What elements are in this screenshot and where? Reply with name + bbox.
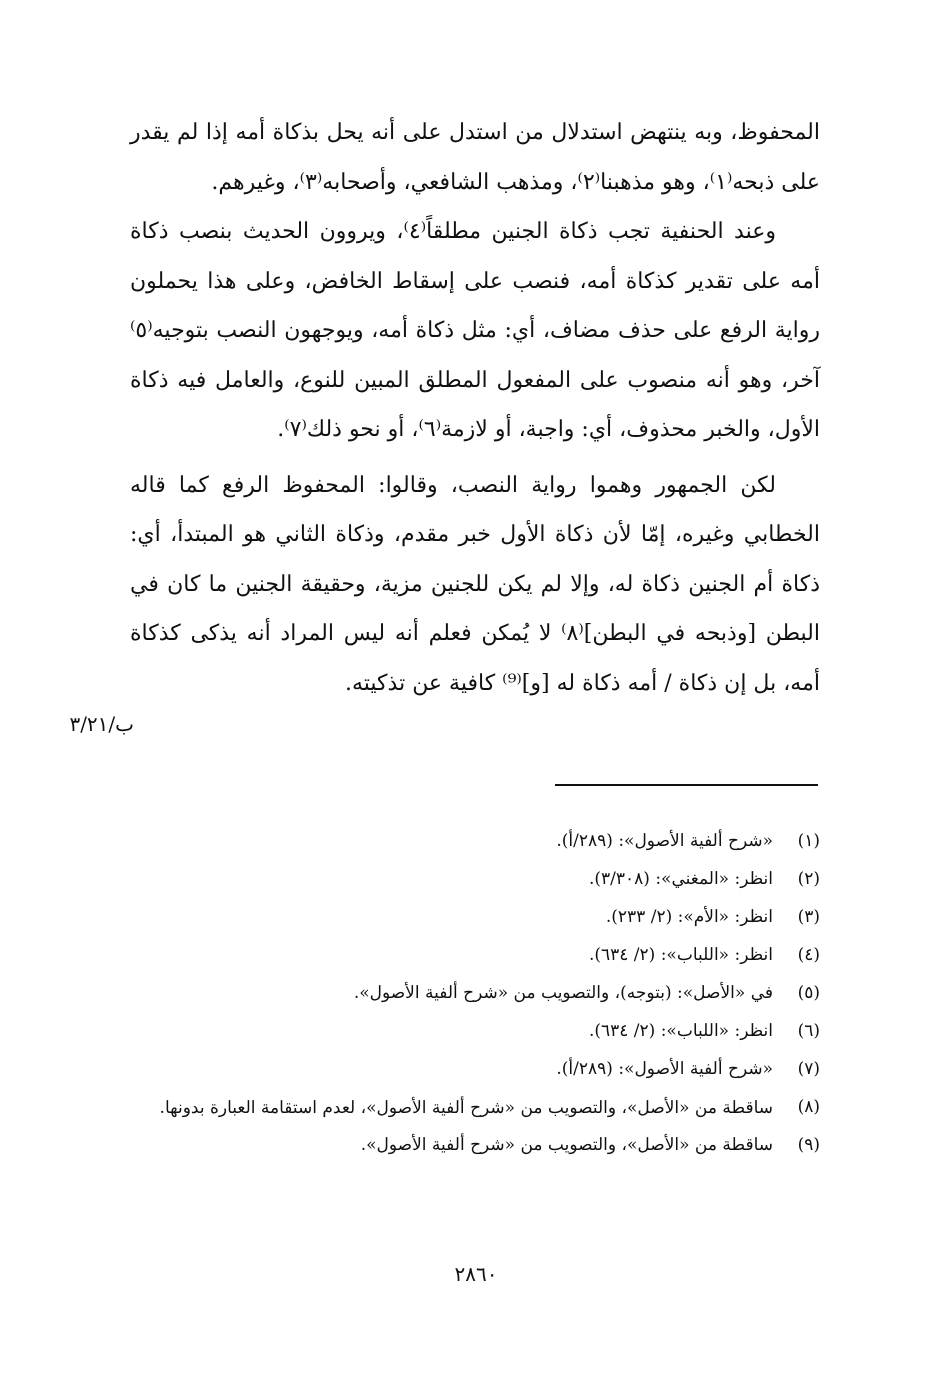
footnote-text: انظر: «المغني»: (٣/٣٠٨). xyxy=(588,869,773,889)
footnote-text: ساقطة من «الأصل»، والتصويب من «شرح ألفية الأصول». xyxy=(360,1135,773,1155)
footnote-text: «شرح ألفية الأصول»: (٢٨٩/أ). xyxy=(556,831,773,851)
paragraph-3: لكن الجمهور وهموا رواية النصب، وقالوا: المحفوظ الرفع كما قاله الخطابي وغيره، إمّا لأن ذكاة الأول خبر مقدم، وذكاة الثاني هو المبتدأ، أي: ذكاة أم الجنين ذكاة له، وإلا لم يكن للجنين مزية، وحقيقة الجنين ما كان في البطن [وذبحه في البطن]⁽٨⁾ لا يُمكن فعلم أنه ليس المراد أنه يذكى كذكاة أمه، بل إن ذكاة / أمه ذكاة له [و]⁽⁹⁾ كافية عن تذكيته. xyxy=(130,472,820,696)
footnote-text: في «الأصل»: (بتوجه)، والتصويب من «شرح ألفية الأصول». xyxy=(353,983,773,1003)
footnote-text: انظر: «اللباب»: (٢/ ٦٣٤). xyxy=(588,1021,773,1041)
footnote-number: (٧) xyxy=(797,1059,820,1079)
footnote-item xyxy=(120,1020,820,1043)
footnote-text: انظر: «الأم»: (٢/ ٢٣٣). xyxy=(605,907,773,927)
footnote-separator xyxy=(555,784,818,786)
footnote-number: (١) xyxy=(797,831,820,851)
footnote-text: انظر: «اللباب»: (٢/ ٦٣٤). xyxy=(588,945,773,965)
footnote-item xyxy=(120,868,820,891)
footnote-number: (٣) xyxy=(797,907,820,927)
footnote-text: ساقطة من «الأصل»، والتصويب من «شرح ألفية الأصول»، لعدم استقامة العبارة بدونها. xyxy=(159,1098,773,1118)
paragraph-2: وعند الحنفية تجب ذكاة الجنين مطلقاً⁽٤⁾، ويروون الحديث بنصب ذكاة أمه على تقدير كذكاة أمه، فنصب على إسقاط الخافض، وعلى هذا يحملون رواية الرفع على حذف مضاف، أي: مثل ذكاة أمه، ويوجهون النصب بتوجيه⁽٥⁾ آخر، وهو أنه منصوب على المفعول المطلق المبين للنوع، والعامل فيه ذكاة الأول، والخبر محذوف، أي: واجبة، أو لازمة⁽٦⁾، أو نحو ذلك⁽٧⁾. xyxy=(130,219,820,442)
footnote-number: (٥) xyxy=(797,983,820,1003)
footnote-number: (٤) xyxy=(797,945,820,965)
footnote-text: «شرح ألفية الأصول»: (٢٨٩/أ). xyxy=(556,1059,773,1079)
footnote-item xyxy=(120,830,820,853)
page-number: ٢٨٦٠ xyxy=(454,1262,498,1286)
footnote-number: (٩) xyxy=(797,1135,820,1155)
footnote-item xyxy=(120,906,820,929)
footnote-number: (٦) xyxy=(797,1021,820,1041)
footnote-item xyxy=(120,1096,820,1128)
manuscript-folio-marker: ب/٣/٢١ xyxy=(69,712,134,736)
main-text-body xyxy=(130,108,820,708)
paragraph-1: المحفوظ، وبه ينتهض استدلال من استدل على أنه يحل بذكاة أمه إذا لم يقدر على ذبحه⁽١⁾، وهو مذهبنا⁽٢⁾، ومذهب الشافعي، وأصحابه⁽٣⁾، وغيرهم. xyxy=(130,120,820,195)
footnotes-section xyxy=(120,830,820,1172)
footnote-number: (٨) xyxy=(797,1097,820,1117)
footnote-item xyxy=(120,1134,820,1157)
footnote-item xyxy=(120,982,820,1005)
footnote-item xyxy=(120,944,820,967)
footnote-item xyxy=(120,1058,820,1081)
footnote-number: (٢) xyxy=(797,869,820,889)
